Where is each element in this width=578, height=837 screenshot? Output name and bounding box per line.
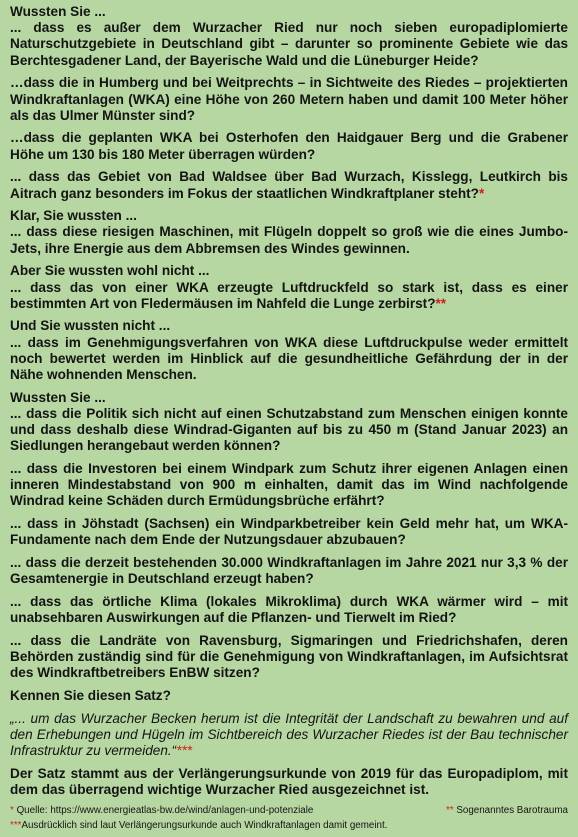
footnote-2-marker: ** <box>445 805 454 816</box>
footnote-2 <box>446 805 568 816</box>
block-11 <box>10 555 568 587</box>
footnote-1-source: Quelle: https://www.energieatlas-bw.de/wind/anlagen-und-potenziale <box>16 805 314 816</box>
block-12-text: ... dass das örtliche Klima (lokales Mikroklima) durch WKA wärmer wird – mit unabsehbaren Auswirkungen auf die Pflanzen- und Tierwelt im Ried? <box>10 594 568 626</box>
block-2 <box>10 75 568 124</box>
block-5 <box>10 208 568 257</box>
block-13 <box>10 633 568 682</box>
block-2-text: …dass die in Humberg und bei Weitprechts – in Sichtweite des Riedes – projektierten Windkraftanlagen (WKA) eine Höhe von 260 Metern haben und damit 100 Meter höher als das Ulmer Münster sind? <box>10 75 568 123</box>
block-1 <box>10 4 568 69</box>
closing-block <box>10 766 568 798</box>
footnote-1-marker: * <box>10 805 14 816</box>
footnote-2-text: Sogenanntes Barotrauma <box>456 805 568 816</box>
block-7-text: ... dass im Genehmigungsverfahren von WKA diese Luftdruckpulse weder ermittelt noch bewertet werden im Hinblick auf die gesundheitliche Gefährdung der in der Nähe wohnenden Menschen. <box>10 334 568 383</box>
footnote-marker-2: ** <box>435 295 447 311</box>
block-10 <box>10 516 568 548</box>
footnote-3-marker: *** <box>10 820 22 831</box>
block-1-heading: Wussten Sie ... <box>10 4 106 19</box>
block-10-text: ... dass in Jöhstadt (Sachsen) ein Windparkbetreiber kein Geld mehr hat, um WKA-Fundamente nach dem Ende der Nutzungsdauer abzubauen? <box>10 516 568 548</box>
block-3 <box>10 130 568 162</box>
block-3-text: …dass die geplanten WKA bei Osterhofen den Haidgauer Berg und die Grabener Höhe um 130 bis 180 Meter überragen würden? <box>10 130 568 162</box>
footnote-row-1 <box>10 805 568 816</box>
block-5-heading: Klar, Sie wussten ... <box>10 208 137 224</box>
block-6-heading: Aber Sie wussten wohl nicht ... <box>10 263 210 279</box>
footnote-marker-1: * <box>478 185 485 201</box>
block-5-text: ... dass diese riesigen Maschinen, mit Flügeln doppelt so groß wie die eines Jumbo-Jets, ihre Energie aus dem Abbremsen des Windes gewinnen. <box>10 224 568 256</box>
block-9-text: ... dass die Investoren bei einem Windpark zum Schutz ihrer eigenen Anlagen einen inneren Mindestabstand von 900 m einhalten, damit das im Wind nachfolgende Windrad keine Schäden durch Ermüdungsbrüche erfährt? <box>10 461 568 509</box>
block-6-text: ... dass das von einer WKA erzeugte Luftdruckfeld so stark ist, dass es einer bestimmten Art von Fledermäusen im Nahfeld die Lunge zerbirst? <box>10 279 568 311</box>
block-7-heading: Und Sie wussten nicht ... <box>10 318 171 334</box>
block-9 <box>10 461 568 510</box>
block-1-text: ... dass es außer dem Wurzacher Ried nur noch sieben europadiplomierte Naturschutzgebiete in Deutschland gibt – darunter so prominente Gebiete wie das Berchtesgadener Land, der Bayerische Wald und die Lüneburger Heide? <box>10 20 568 68</box>
quote-text: „... um das Wurzacher Becken herum ist die Integrität der Landschaft zu bewahren und auf den Erhebungen und Hügeln im Sichtbereich des Wurzacher Riedes ist der Bau technischer Infrastruktur zu vermeiden.“ <box>10 710 568 759</box>
block-6 <box>10 263 568 312</box>
footnote-row-2 <box>10 820 568 831</box>
block-14-heading: Kennen Sie diesen Satz? <box>10 688 171 704</box>
block-8-text: ... dass die Politik sich nicht auf einen Schutzabstand zum Menschen einigen konnte und dass deshalb diese Windrad-Giganten auf bis zu 450 m (Stand Januar 2023) an Siedlungen herangebaut werden können? <box>10 405 568 454</box>
block-14 <box>10 688 568 704</box>
block-4-text: ... dass das Gebiet von Bad Waldsee über Bad Wurzach, Kisslegg, Leutkirch bis Aitrach ganz besonders im Fokus der staatlichen Windkraftplaner steht? <box>10 169 568 201</box>
block-7 <box>10 318 568 383</box>
closing-text: Der Satz stammt aus der Verlängerungsurkunde von 2019 für das Europadiplom, mit dem das überragend wichtige Wurzacher Ried ausgezeichnet ist. <box>10 765 568 798</box>
footnote-3-text: Ausdrücklich sind laut Verlängerungsurkunde auch Windkraftanlagen damit gemeint. <box>21 820 388 831</box>
block-8-heading: Wussten Sie ... <box>10 389 106 405</box>
block-8 <box>10 390 568 455</box>
block-4 <box>10 169 568 201</box>
block-13-text: ... dass die Landräte von Ravensburg, Sigmaringen und Friedrichshafen, deren Behörden zuständig sind für die Genehmigung von Windkraftanlagen, im Aufsichtsrat des Windkraftbetreibers EnBW sitzen? <box>10 632 568 681</box>
block-12 <box>10 594 568 626</box>
quote-block <box>10 711 568 760</box>
footnote-marker-3: *** <box>176 743 193 759</box>
block-11-text: ... dass die derzeit bestehenden 30.000 Windkraftanlagen im Jahre 2021 nur 3,3 % der Gesamtenergie in Deutschland erzeugt haben? <box>10 555 568 587</box>
